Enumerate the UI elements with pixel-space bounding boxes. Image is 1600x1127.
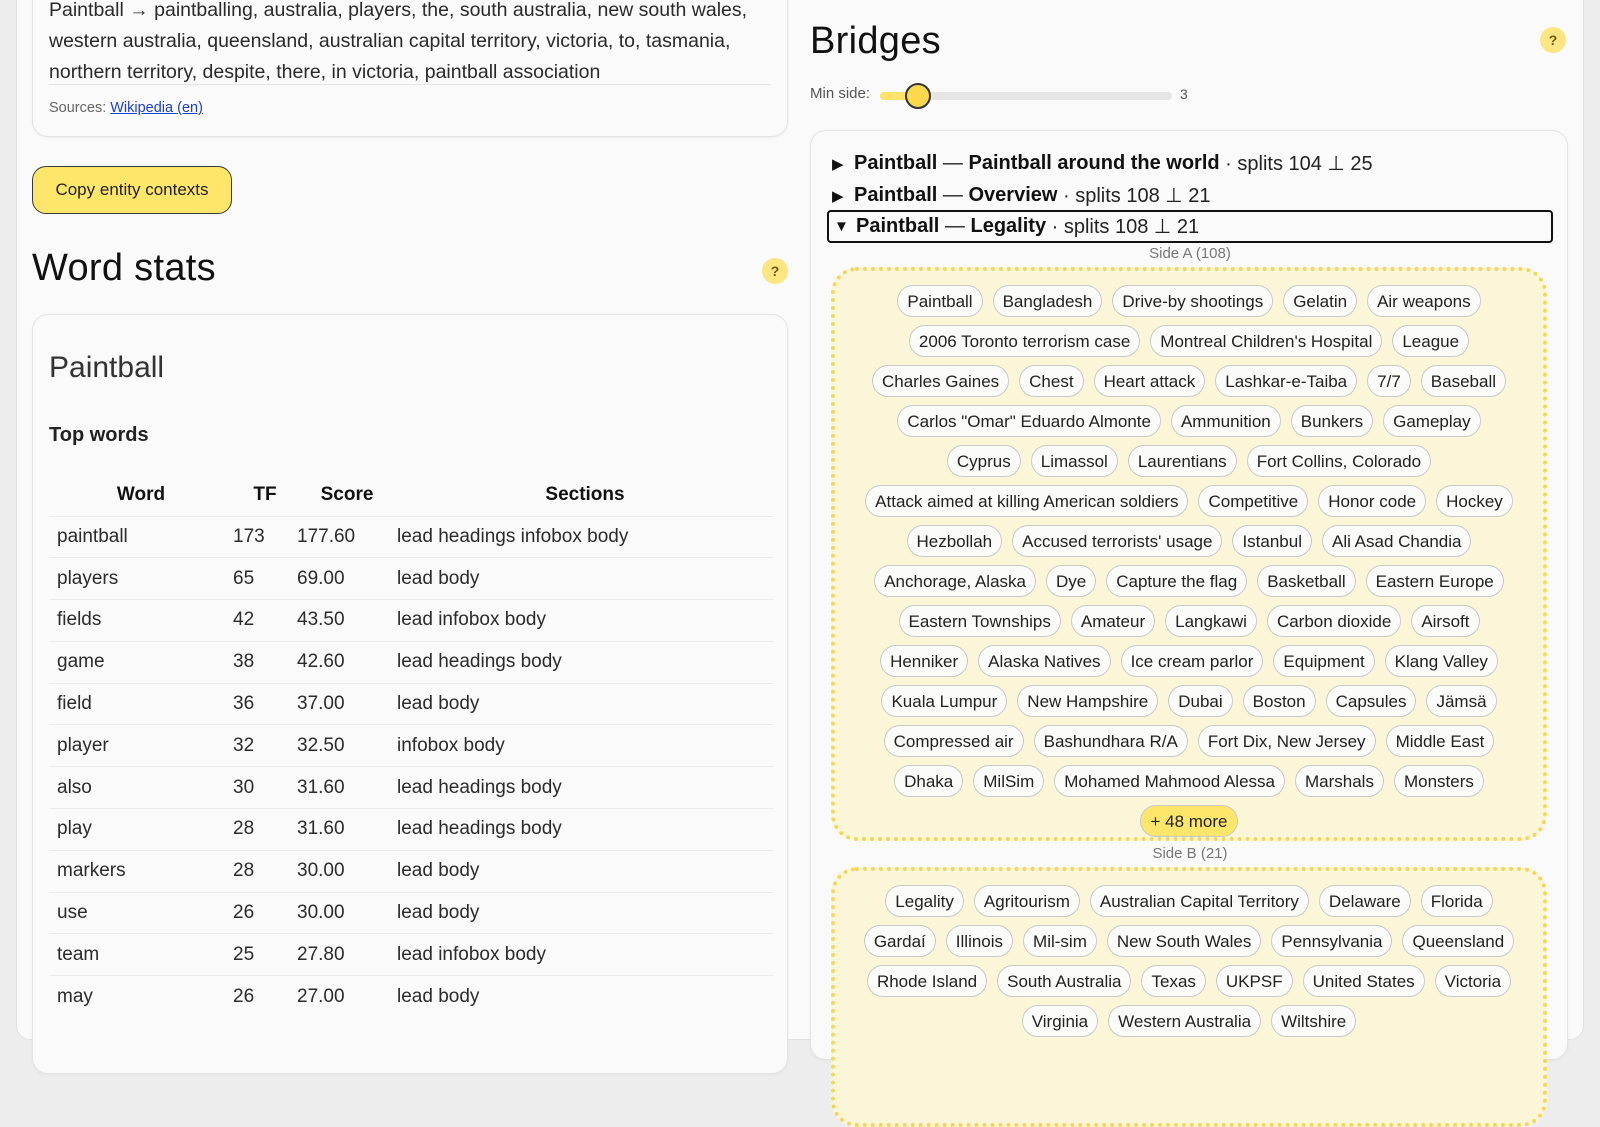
entity-chip[interactable]: Fort Collins, Colorado <box>1247 445 1431 477</box>
entity-chip[interactable]: Ammunition <box>1171 405 1281 437</box>
entity-chip[interactable]: Limassol <box>1031 445 1118 477</box>
entity-chip[interactable]: Air weapons <box>1367 285 1481 317</box>
cell-sections: lead infobox body <box>397 600 773 642</box>
entity-chip[interactable]: Illinois <box>946 925 1013 957</box>
entity-chip[interactable]: Kuala Lumpur <box>881 685 1007 717</box>
entity-chip[interactable]: Montreal Children's Hospital <box>1150 325 1382 357</box>
entity-chip[interactable]: Australian Capital Territory <box>1090 885 1309 917</box>
cell-word: use <box>49 892 233 934</box>
side-a-chips <box>831 267 1547 841</box>
entity-chip[interactable]: Gameplay <box>1383 405 1480 437</box>
table-header <box>49 475 773 516</box>
bridge-entity-b: Paintball around the world <box>968 152 1220 174</box>
col-word: Word <box>116 484 166 506</box>
entity-chip[interactable]: Mohamed Mahmood Alessa <box>1054 765 1285 797</box>
table-row <box>49 725 773 767</box>
cell-score: 27.00 <box>297 976 397 1018</box>
cell-score: 30.00 <box>297 850 397 892</box>
entity-chip[interactable]: Delaware <box>1319 885 1411 917</box>
entity-chip[interactable]: Paintball <box>897 285 982 317</box>
entity-chip[interactable]: Chest <box>1019 365 1083 397</box>
cell-score: 177.60 <box>297 516 397 558</box>
cell-sections: lead headings body <box>397 641 773 683</box>
entity-chip[interactable]: Laurentians <box>1128 445 1237 477</box>
word-stats-card <box>32 314 788 1074</box>
entity-chip[interactable]: Dubai <box>1168 685 1232 717</box>
expand-arrow-icon: ▶ <box>832 187 844 205</box>
entity-chip[interactable]: Mil-sim <box>1023 925 1097 957</box>
entity-chip[interactable]: Virginia <box>1022 1005 1098 1037</box>
cell-sections: lead body <box>397 892 773 934</box>
cell-score: 27.80 <box>297 934 397 976</box>
entity-chip[interactable]: Henniker <box>880 645 968 677</box>
entity-chip[interactable]: Honor code <box>1318 485 1426 517</box>
entity-chip[interactable]: Dye <box>1046 565 1096 597</box>
cell-tf: 65 <box>233 558 297 600</box>
entity-chip[interactable]: MilSim <box>973 765 1044 797</box>
entity-chip[interactable]: United States <box>1303 965 1425 997</box>
entity-chip[interactable]: Eastern Europe <box>1366 565 1504 597</box>
cell-word: field <box>49 683 233 725</box>
entity-chip[interactable]: Monsters <box>1394 765 1484 797</box>
cell-tf: 25 <box>233 934 297 976</box>
collapse-arrow-icon: ▼ <box>834 218 849 235</box>
entity-chip[interactable]: Queensland <box>1402 925 1514 957</box>
entity-chip[interactable]: Accused terrorists' usage <box>1012 525 1222 557</box>
bridge-sep: — <box>942 152 963 174</box>
cell-word: play <box>49 809 233 851</box>
cell-word: players <box>49 558 233 600</box>
cell-sections: lead headings body <box>397 809 773 851</box>
entity-context-card <box>32 0 788 137</box>
bridges-title: Bridges <box>810 20 941 62</box>
table-row <box>49 558 773 600</box>
entity-chip[interactable]: Western Australia <box>1108 1005 1261 1037</box>
cell-score: 31.60 <box>297 809 397 851</box>
cell-sections: lead body <box>397 850 773 892</box>
entity-chip[interactable]: Gelatin <box>1283 285 1357 317</box>
top-words-table <box>49 475 773 1018</box>
bridge-meta: · splits 104 ⊥ 25 <box>1225 153 1373 175</box>
cell-word: game <box>49 641 233 683</box>
bridge-entity-a: Paintball <box>856 215 940 237</box>
cell-score: 32.50 <box>297 725 397 767</box>
entity-chip[interactable]: Agritourism <box>974 885 1080 917</box>
entity-chip[interactable]: Basketball <box>1257 565 1355 597</box>
cell-tf: 32 <box>233 725 297 767</box>
cell-word: may <box>49 976 233 1018</box>
entity-chip[interactable]: Rhode Island <box>867 965 987 997</box>
entity-chip[interactable]: Eastern Townships <box>899 605 1061 637</box>
entity-chip[interactable]: 7/7 <box>1367 365 1411 397</box>
entity-chip[interactable]: Alaska Natives <box>978 645 1110 677</box>
entity-chip[interactable]: Gardaí <box>864 925 936 957</box>
bridge-entity-b: Overview <box>968 184 1058 206</box>
bridges-card <box>810 130 1568 1060</box>
entity-chip[interactable]: Capture the flag <box>1106 565 1247 597</box>
bridge-sep: — <box>942 184 963 206</box>
top-words-heading: Top words <box>49 424 149 446</box>
cell-tf: 173 <box>233 516 297 558</box>
cell-score: 69.00 <box>297 558 397 600</box>
cell-tf: 42 <box>233 600 297 642</box>
cell-tf: 30 <box>233 767 297 809</box>
entity-chip[interactable]: Lashkar-e-Taiba <box>1215 365 1357 397</box>
entity-chip[interactable]: Amateur <box>1071 605 1155 637</box>
entity-name: Paintball <box>49 351 165 384</box>
side-b-label: Side B (21) <box>1152 845 1228 862</box>
entity-chip[interactable]: Heart attack <box>1094 365 1206 397</box>
context-line: western australia, queensland, australian capital territory, victoria, to, tasmania, <box>49 30 731 52</box>
cell-sections: lead body <box>397 558 773 600</box>
cell-sections: lead body <box>397 976 773 1018</box>
table-row <box>49 976 773 1018</box>
cell-word: fields <box>49 600 233 642</box>
entity-chip[interactable]: Legality <box>885 885 964 917</box>
bridge-entity-a: Paintball <box>854 152 938 174</box>
min-side-value: 3 <box>1180 86 1188 102</box>
entity-chip[interactable]: Hezbollah <box>907 525 1003 557</box>
help-icon[interactable]: ? <box>1540 27 1566 53</box>
entity-chip[interactable]: Florida <box>1421 885 1493 917</box>
word-stats-title: Word stats <box>32 247 216 289</box>
entity-chip[interactable]: Equipment <box>1273 645 1374 677</box>
bridge-row-expanded[interactable] <box>827 210 1553 243</box>
cell-word: paintball <box>49 516 233 558</box>
entity-chip[interactable]: Fort Dix, New Jersey <box>1198 725 1376 757</box>
entity-chip[interactable]: Competitive <box>1198 485 1308 517</box>
bridge-sep: — <box>944 215 965 237</box>
bridge-meta: · splits 108 ⊥ 21 <box>1051 216 1200 238</box>
side-b-chips <box>831 867 1547 1127</box>
entity-chip[interactable]: Jämsä <box>1426 685 1496 717</box>
table-row <box>49 683 773 725</box>
table-row <box>49 516 773 558</box>
entity-chip[interactable]: Marshals <box>1295 765 1384 797</box>
source-link[interactable]: Wikipedia (en) <box>110 100 203 116</box>
entity-chip[interactable]: Dhaka <box>894 765 963 797</box>
entity-chip[interactable]: Drive-by shootings <box>1112 285 1273 317</box>
entity-chip[interactable]: South Australia <box>997 965 1131 997</box>
col-sections: Sections <box>545 484 625 506</box>
entity-chip[interactable]: Charles Gaines <box>872 365 1009 397</box>
sources-label: Sources: <box>49 100 107 116</box>
entity-chip[interactable]: Bunkers <box>1291 405 1373 437</box>
help-icon[interactable]: ? <box>762 258 788 284</box>
cell-word: also <box>49 767 233 809</box>
context-line: northern territory, despite, there, in victoria, paintball association <box>49 61 601 83</box>
entity-chip[interactable]: 2006 Toronto terrorism case <box>909 325 1140 357</box>
table-row <box>49 600 773 642</box>
entity-chip[interactable]: Anchorage, Alaska <box>874 565 1036 597</box>
expand-arrow-icon: ▶ <box>832 155 844 173</box>
table-row <box>49 641 773 683</box>
entity-chip[interactable]: Baseball <box>1421 365 1506 397</box>
cell-sections: infobox body <box>397 725 773 767</box>
cell-word: player <box>49 725 233 767</box>
entity-chip[interactable]: Boston <box>1243 685 1316 717</box>
cell-sections: lead headings infobox body <box>397 516 773 558</box>
col-tf: TF <box>253 484 277 506</box>
entity-chip[interactable]: New Hampshire <box>1017 685 1158 717</box>
entity-chip[interactable]: Klang Valley <box>1385 645 1498 677</box>
col-score: Score <box>320 484 374 506</box>
entity-chip[interactable]: UKPSF <box>1216 965 1293 997</box>
cell-sections: lead headings body <box>397 767 773 809</box>
min-side-slider[interactable] <box>880 92 1172 100</box>
bridge-meta: · splits 108 ⊥ 21 <box>1063 185 1211 207</box>
cell-tf: 28 <box>233 809 297 851</box>
side-a-label: Side A (108) <box>1149 245 1231 262</box>
entity-chip[interactable]: Bashundhara R/A <box>1034 725 1188 757</box>
bridge-row[interactable] <box>827 147 1553 180</box>
copy-entity-contexts-button[interactable]: Copy entity contexts <box>32 166 232 214</box>
cell-score: 37.00 <box>297 683 397 725</box>
entity-chip[interactable]: New South Wales <box>1107 925 1261 957</box>
table-row <box>49 892 773 934</box>
entity-chip[interactable]: Pennsylvania <box>1271 925 1392 957</box>
cell-score: 31.60 <box>297 767 397 809</box>
entity-chip[interactable]: Victoria <box>1435 965 1511 997</box>
show-more-chip[interactable]: + 48 more <box>1140 805 1237 837</box>
cell-tf: 26 <box>233 892 297 934</box>
cell-tf: 26 <box>233 976 297 1018</box>
cell-score: 43.50 <box>297 600 397 642</box>
entity-chip[interactable]: Ali Asad Chandia <box>1322 525 1471 557</box>
min-side-label: Min side: <box>810 85 871 102</box>
cell-sections: lead body <box>397 683 773 725</box>
cell-score: 30.00 <box>297 892 397 934</box>
table-row <box>49 934 773 976</box>
table-row <box>49 767 773 809</box>
cell-word: markers <box>49 850 233 892</box>
entity-chip[interactable]: Hockey <box>1436 485 1513 517</box>
context-text <box>49 0 764 88</box>
cell-tf: 38 <box>233 641 297 683</box>
entity-chip[interactable]: Carbon dioxide <box>1267 605 1401 637</box>
context-line: Paintball → paintballing, australia, players, the, south australia, new south wales, <box>49 0 748 21</box>
entity-chip[interactable]: Istanbul <box>1232 525 1312 557</box>
entity-chip[interactable]: Texas <box>1141 965 1205 997</box>
bridge-entity-a: Paintball <box>854 184 938 206</box>
cell-score: 42.60 <box>297 641 397 683</box>
entity-chip[interactable]: Compressed air <box>884 725 1024 757</box>
entity-chip[interactable]: Langkawi <box>1165 605 1257 637</box>
sources <box>49 100 203 116</box>
entity-chip[interactable]: Wiltshire <box>1271 1005 1356 1037</box>
slider-thumb[interactable] <box>905 83 931 109</box>
entity-chip[interactable]: League <box>1392 325 1469 357</box>
entity-chip[interactable]: Middle East <box>1386 725 1495 757</box>
entity-chip[interactable]: Carlos "Omar" Eduardo Almonte <box>897 405 1161 437</box>
cell-word: team <box>49 934 233 976</box>
entity-chip[interactable]: Airsoft <box>1411 605 1479 637</box>
cell-tf: 36 <box>233 683 297 725</box>
entity-chip[interactable]: Ice cream parlor <box>1121 645 1264 677</box>
entity-chip[interactable]: Capsules <box>1326 685 1417 717</box>
entity-chip[interactable]: Bangladesh <box>993 285 1103 317</box>
bridge-entity-b: Legality <box>970 215 1047 237</box>
table-row <box>49 850 773 892</box>
bridge-row[interactable] <box>827 179 1553 212</box>
entity-chip[interactable]: Attack aimed at killing American soldiers <box>865 485 1188 517</box>
table-row <box>49 809 773 851</box>
cell-sections: lead infobox body <box>397 934 773 976</box>
cell-tf: 28 <box>233 850 297 892</box>
entity-chip[interactable]: Cyprus <box>947 445 1021 477</box>
divider <box>49 84 771 85</box>
